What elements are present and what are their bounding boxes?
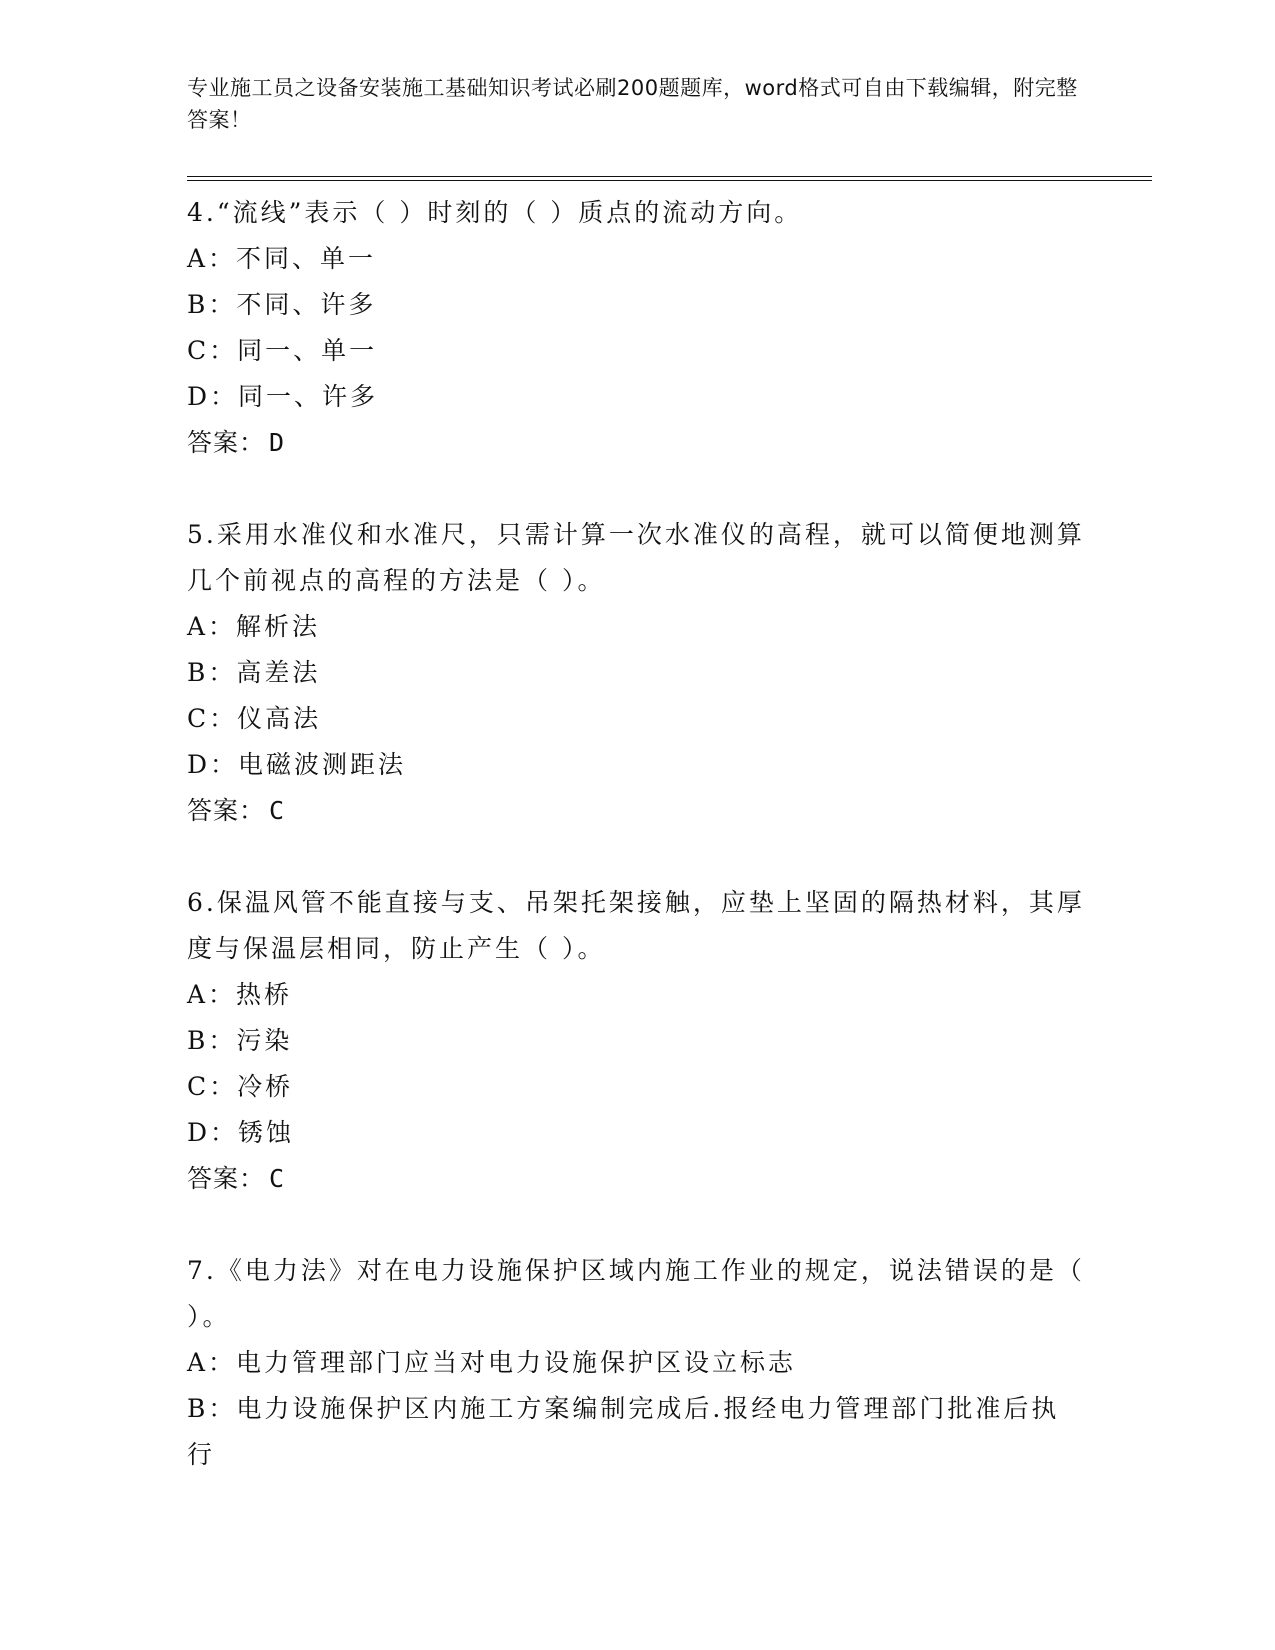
option-a: A：热桥 xyxy=(187,980,293,1009)
option-a: A：不同、单一 xyxy=(187,244,377,273)
document-header: 专业施工员之设备安装施工基础知识考试必刷200题题库，word格式可自由下载编辑，附完整答案！ xyxy=(187,76,1078,132)
option-a: A：电力管理部门应当对电力设施保护区设立标志 xyxy=(187,1348,797,1377)
answer-label: 答案： xyxy=(187,428,266,457)
header-double-rule xyxy=(187,176,1152,181)
option-b: B：污染 xyxy=(187,1026,293,1055)
question-item xyxy=(187,880,1087,1202)
answer-line xyxy=(187,788,1087,834)
answer-value: C xyxy=(269,1164,286,1193)
option-c: C：冷桥 xyxy=(187,1072,294,1101)
option-a: A：解析法 xyxy=(187,612,321,641)
question-item xyxy=(187,1248,1087,1478)
question-list xyxy=(187,190,1087,1478)
question-item xyxy=(187,190,1087,466)
question-item xyxy=(187,512,1087,834)
option-c: C：仪高法 xyxy=(187,704,322,733)
answer-value: C xyxy=(269,796,286,825)
question-stem: 6.保温风管不能直接与支、吊架托架接触，应垫上坚固的隔热材料，其厚度与保温层相同，防止产生（ ）。 xyxy=(187,888,1085,963)
question-stem: 4.“流线”表示（ ）时刻的（ ）质点的流动方向。 xyxy=(187,198,803,227)
option-b: B：高差法 xyxy=(187,658,321,687)
answer-label: 答案： xyxy=(187,796,266,825)
option-d: D：锈蚀 xyxy=(187,1118,295,1147)
option-b: B：不同、许多 xyxy=(187,290,377,319)
question-stem: 5.采用水准仪和水准尺，只需计算一次水准仪的高程，就可以简便地测算几个前视点的高程的方法是（ ）。 xyxy=(187,520,1085,595)
answer-line xyxy=(187,420,1087,466)
option-c: C：同一、单一 xyxy=(187,336,378,365)
option-d: D：电磁波测距法 xyxy=(187,750,407,779)
question-stem: 7.《电力法》对在电力设施保护区域内施工作业的规定，说法错误的是（ ）。 xyxy=(187,1256,1085,1331)
option-b: B：电力设施保护区内施工方案编制完成后.报经电力管理部门批准后执行 xyxy=(187,1394,1060,1469)
option-d: D：同一、许多 xyxy=(187,382,379,411)
answer-value: D xyxy=(269,428,286,457)
answer-line xyxy=(187,1156,1087,1202)
answer-label: 答案： xyxy=(187,1164,266,1193)
